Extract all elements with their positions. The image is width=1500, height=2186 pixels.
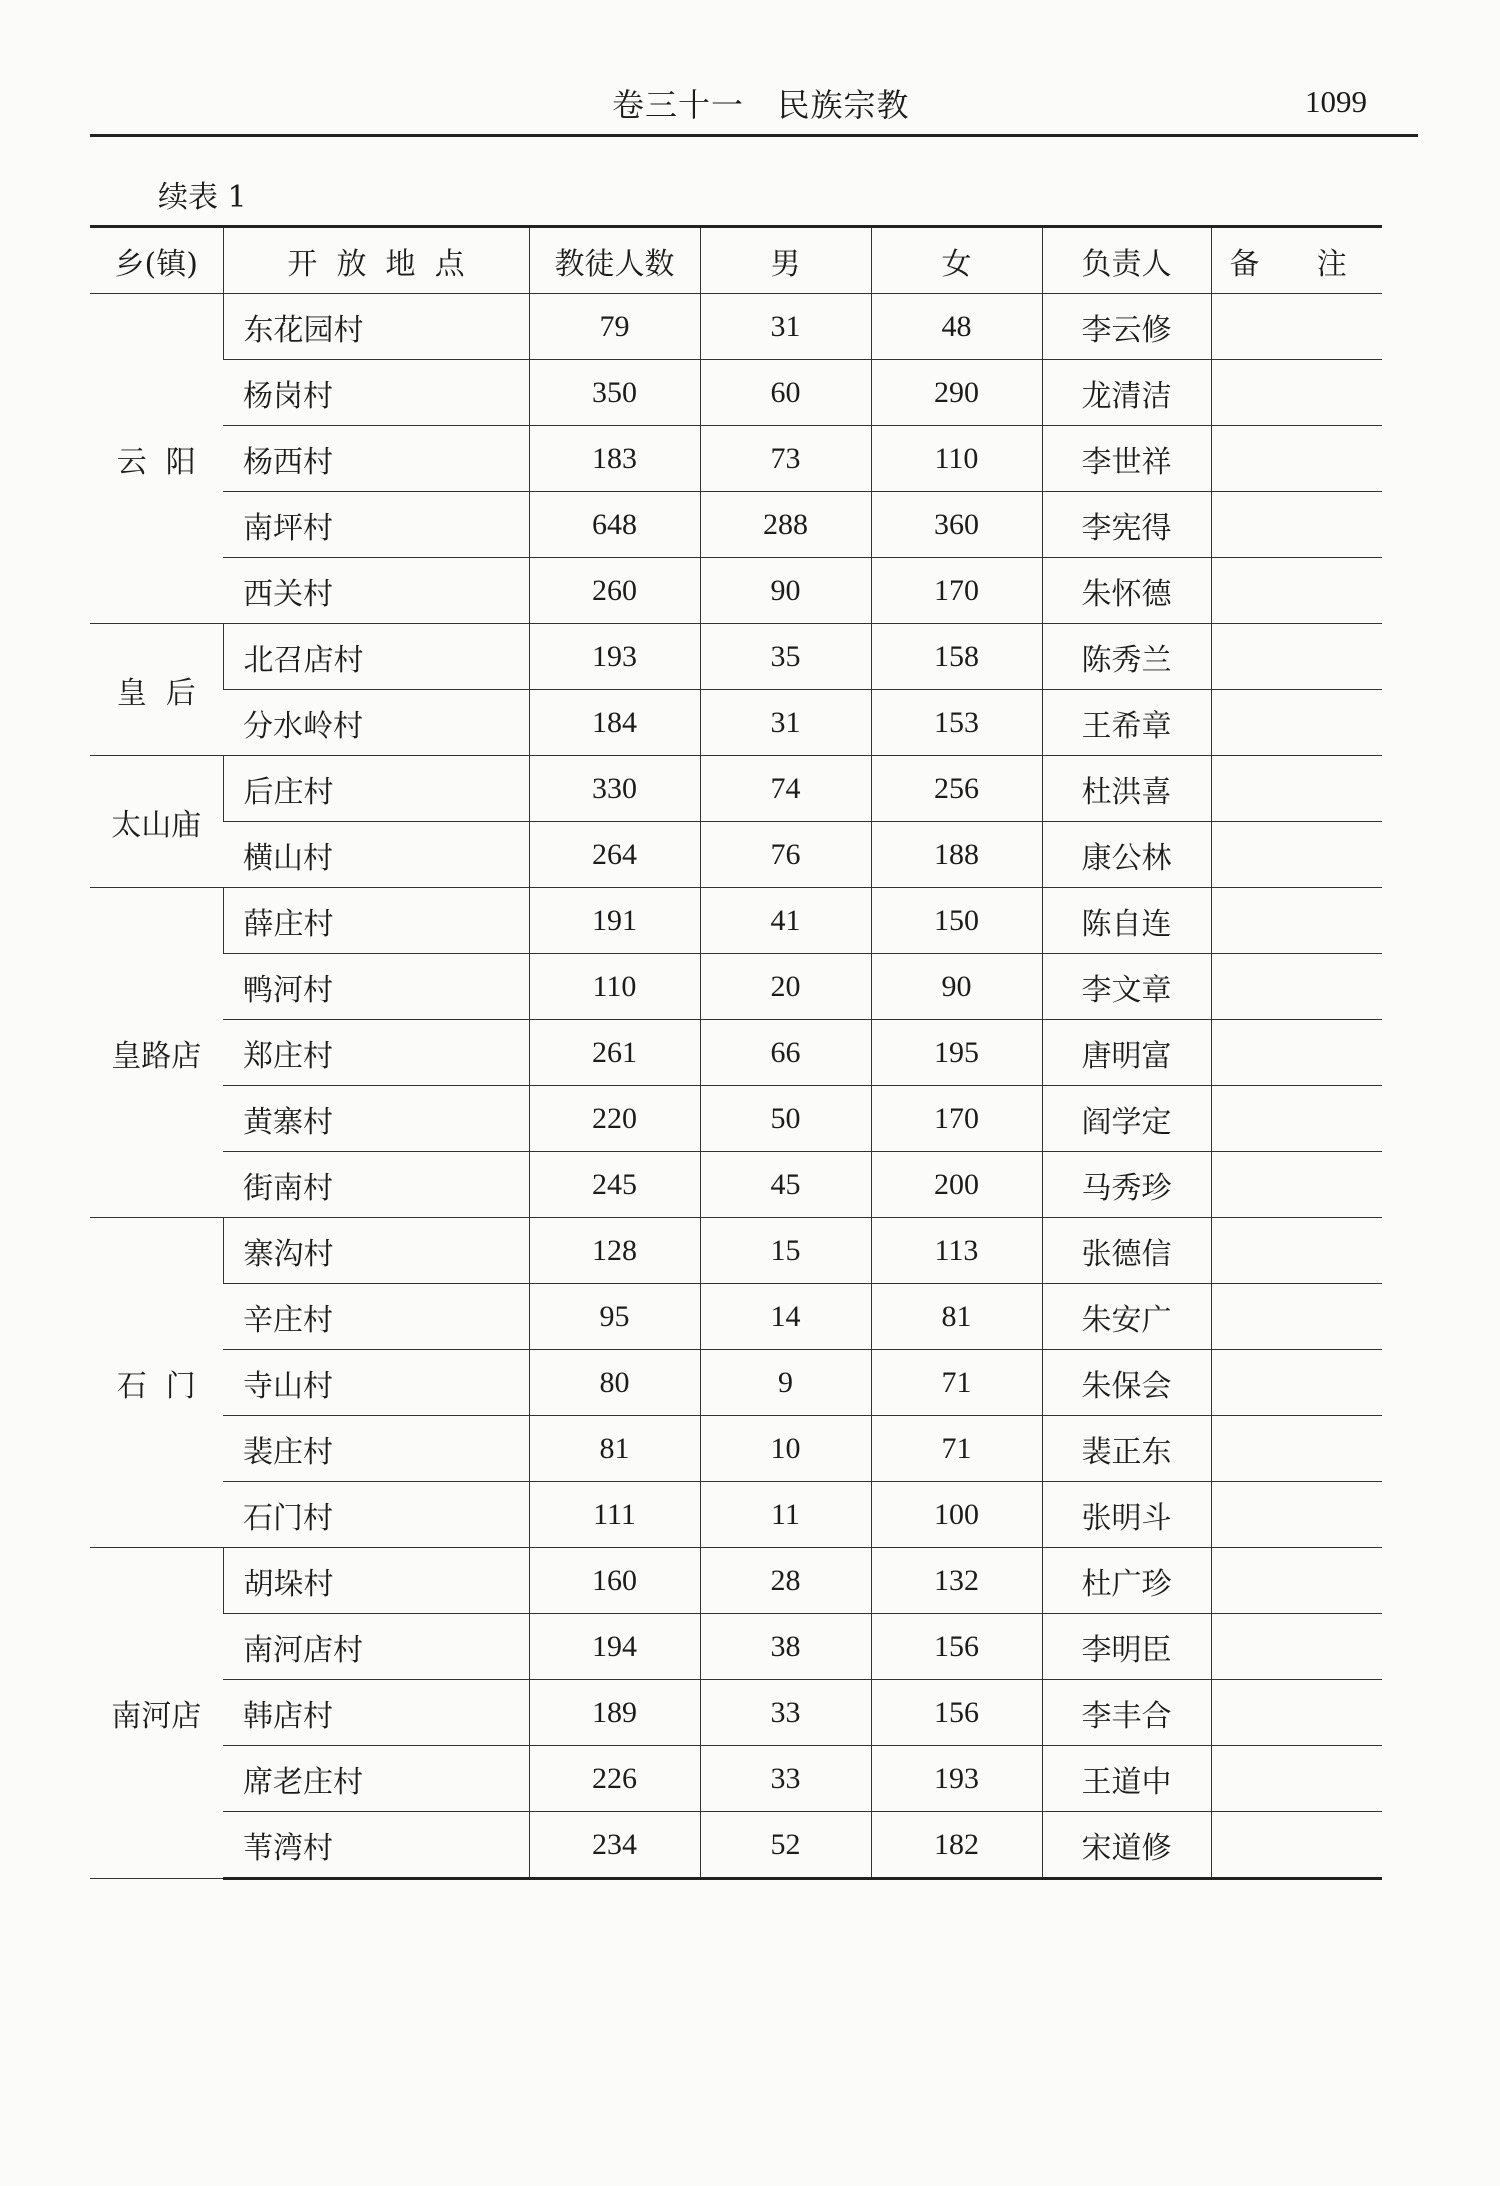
notes-cell bbox=[1211, 426, 1382, 492]
leader-cell: 陈秀兰 bbox=[1042, 624, 1211, 690]
table-row bbox=[90, 1482, 1382, 1548]
town-cell: 南河店 bbox=[90, 1548, 223, 1879]
female-cell: 71 bbox=[871, 1416, 1042, 1482]
male-cell: 66 bbox=[700, 1020, 871, 1086]
site-cell: 南河店村 bbox=[223, 1614, 529, 1680]
notes-cell bbox=[1211, 756, 1382, 822]
town-cell: 石 门 bbox=[90, 1218, 223, 1548]
table-row bbox=[90, 294, 1382, 360]
male-cell: 33 bbox=[700, 1746, 871, 1812]
female-cell: 290 bbox=[871, 360, 1042, 426]
notes-cell bbox=[1211, 1218, 1382, 1284]
site-cell: 街南村 bbox=[223, 1152, 529, 1218]
column-header-male: 男 bbox=[700, 227, 871, 294]
table-row bbox=[90, 1086, 1382, 1152]
site-cell: 苇湾村 bbox=[223, 1812, 529, 1879]
column-header-leader: 负责人 bbox=[1042, 227, 1211, 294]
column-header-town: 乡(镇) bbox=[90, 227, 223, 294]
site-cell: 寺山村 bbox=[223, 1350, 529, 1416]
believers-cell: 260 bbox=[529, 558, 700, 624]
site-cell: 寨沟村 bbox=[223, 1218, 529, 1284]
male-cell: 28 bbox=[700, 1548, 871, 1614]
table-caption: 续表 1 bbox=[158, 180, 247, 215]
notes-cell bbox=[1211, 1614, 1382, 1680]
leader-cell: 张明斗 bbox=[1042, 1482, 1211, 1548]
site-cell: 韩店村 bbox=[223, 1680, 529, 1746]
column-header-notes: 备 注 bbox=[1211, 227, 1382, 294]
male-cell: 76 bbox=[700, 822, 871, 888]
leader-cell: 李宪得 bbox=[1042, 492, 1211, 558]
believers-cell: 194 bbox=[529, 1614, 700, 1680]
table-row bbox=[90, 1812, 1382, 1879]
believers-cell: 81 bbox=[529, 1416, 700, 1482]
believers-cell: 220 bbox=[529, 1086, 700, 1152]
female-cell: 100 bbox=[871, 1482, 1042, 1548]
table-row bbox=[90, 1548, 1382, 1614]
table-row bbox=[90, 624, 1382, 690]
notes-cell bbox=[1211, 888, 1382, 954]
notes-cell bbox=[1211, 360, 1382, 426]
female-cell: 71 bbox=[871, 1350, 1042, 1416]
notes-cell bbox=[1211, 624, 1382, 690]
believers-cell: 80 bbox=[529, 1350, 700, 1416]
notes-cell bbox=[1211, 1680, 1382, 1746]
table-row bbox=[90, 1746, 1382, 1812]
believers-cell: 160 bbox=[529, 1548, 700, 1614]
leader-cell: 杜广珍 bbox=[1042, 1548, 1211, 1614]
notes-cell bbox=[1211, 1416, 1382, 1482]
site-cell: 石门村 bbox=[223, 1482, 529, 1548]
notes-cell bbox=[1211, 492, 1382, 558]
male-cell: 90 bbox=[700, 558, 871, 624]
notes-cell bbox=[1211, 822, 1382, 888]
notes-cell bbox=[1211, 690, 1382, 756]
table-row bbox=[90, 1680, 1382, 1746]
site-cell: 分水岭村 bbox=[223, 690, 529, 756]
table-row bbox=[90, 954, 1382, 1020]
leader-cell: 陈自连 bbox=[1042, 888, 1211, 954]
believers-cell: 128 bbox=[529, 1218, 700, 1284]
notes-cell bbox=[1211, 294, 1382, 360]
male-cell: 9 bbox=[700, 1350, 871, 1416]
notes-cell bbox=[1211, 1086, 1382, 1152]
male-cell: 10 bbox=[700, 1416, 871, 1482]
notes-cell bbox=[1211, 954, 1382, 1020]
leader-cell: 马秀珍 bbox=[1042, 1152, 1211, 1218]
male-cell: 33 bbox=[700, 1680, 871, 1746]
notes-cell bbox=[1211, 1284, 1382, 1350]
site-cell: 杨岗村 bbox=[223, 360, 529, 426]
male-cell: 31 bbox=[700, 690, 871, 756]
table-row bbox=[90, 1020, 1382, 1086]
page-number: 1099 bbox=[1305, 84, 1367, 119]
female-cell: 110 bbox=[871, 426, 1042, 492]
notes-cell bbox=[1211, 1020, 1382, 1086]
notes-cell bbox=[1211, 1482, 1382, 1548]
leader-cell: 康公林 bbox=[1042, 822, 1211, 888]
female-cell: 170 bbox=[871, 558, 1042, 624]
leader-cell: 李明臣 bbox=[1042, 1614, 1211, 1680]
female-cell: 188 bbox=[871, 822, 1042, 888]
male-cell: 73 bbox=[700, 426, 871, 492]
table-row bbox=[90, 1152, 1382, 1218]
believers-cell: 193 bbox=[529, 624, 700, 690]
female-cell: 170 bbox=[871, 1086, 1042, 1152]
male-cell: 45 bbox=[700, 1152, 871, 1218]
notes-cell bbox=[1211, 1548, 1382, 1614]
male-cell: 50 bbox=[700, 1086, 871, 1152]
table-row bbox=[90, 426, 1382, 492]
female-cell: 156 bbox=[871, 1680, 1042, 1746]
male-cell: 74 bbox=[700, 756, 871, 822]
leader-cell: 龙清洁 bbox=[1042, 360, 1211, 426]
female-cell: 153 bbox=[871, 690, 1042, 756]
leader-cell: 裴正东 bbox=[1042, 1416, 1211, 1482]
table-row bbox=[90, 1284, 1382, 1350]
male-cell: 15 bbox=[700, 1218, 871, 1284]
male-cell: 38 bbox=[700, 1614, 871, 1680]
believers-cell: 110 bbox=[529, 954, 700, 1020]
female-cell: 150 bbox=[871, 888, 1042, 954]
leader-cell: 王道中 bbox=[1042, 1746, 1211, 1812]
column-header-site: 开 放 地 点 bbox=[223, 227, 529, 294]
notes-cell bbox=[1211, 1152, 1382, 1218]
table-row bbox=[90, 558, 1382, 624]
female-cell: 48 bbox=[871, 294, 1042, 360]
male-cell: 20 bbox=[700, 954, 871, 1020]
female-cell: 81 bbox=[871, 1284, 1042, 1350]
site-cell: 席老庄村 bbox=[223, 1746, 529, 1812]
site-cell: 南坪村 bbox=[223, 492, 529, 558]
table-row bbox=[90, 690, 1382, 756]
site-cell: 薛庄村 bbox=[223, 888, 529, 954]
column-header-believers: 教徒人数 bbox=[529, 227, 700, 294]
site-cell: 东花园村 bbox=[223, 294, 529, 360]
male-cell: 60 bbox=[700, 360, 871, 426]
leader-cell: 朱保会 bbox=[1042, 1350, 1211, 1416]
leader-cell: 朱怀德 bbox=[1042, 558, 1211, 624]
believers-cell: 245 bbox=[529, 1152, 700, 1218]
believers-cell: 191 bbox=[529, 888, 700, 954]
leader-cell: 宋道修 bbox=[1042, 1812, 1211, 1879]
leader-cell: 杜洪喜 bbox=[1042, 756, 1211, 822]
leader-cell: 李云修 bbox=[1042, 294, 1211, 360]
male-cell: 35 bbox=[700, 624, 871, 690]
believers-cell: 111 bbox=[529, 1482, 700, 1548]
table-row bbox=[90, 360, 1382, 426]
leader-cell: 李文章 bbox=[1042, 954, 1211, 1020]
male-cell: 288 bbox=[700, 492, 871, 558]
site-cell: 辛庄村 bbox=[223, 1284, 529, 1350]
female-cell: 113 bbox=[871, 1218, 1042, 1284]
site-cell: 鸭河村 bbox=[223, 954, 529, 1020]
leader-cell: 朱安广 bbox=[1042, 1284, 1211, 1350]
site-cell: 北召店村 bbox=[223, 624, 529, 690]
table-row bbox=[90, 1416, 1382, 1482]
believers-cell: 226 bbox=[529, 1746, 700, 1812]
table-row bbox=[90, 492, 1382, 558]
leader-cell: 李世祥 bbox=[1042, 426, 1211, 492]
female-cell: 200 bbox=[871, 1152, 1042, 1218]
site-cell: 黄寨村 bbox=[223, 1086, 529, 1152]
believers-cell: 264 bbox=[529, 822, 700, 888]
male-cell: 31 bbox=[700, 294, 871, 360]
town-cell: 皇 后 bbox=[90, 624, 223, 756]
notes-cell bbox=[1211, 1350, 1382, 1416]
leader-cell: 张德信 bbox=[1042, 1218, 1211, 1284]
notes-cell bbox=[1211, 558, 1382, 624]
column-header-female: 女 bbox=[871, 227, 1042, 294]
believers-cell: 261 bbox=[529, 1020, 700, 1086]
table-row bbox=[90, 822, 1382, 888]
believers-cell: 79 bbox=[529, 294, 700, 360]
female-cell: 193 bbox=[871, 1746, 1042, 1812]
male-cell: 14 bbox=[700, 1284, 871, 1350]
town-cell: 太山庙 bbox=[90, 756, 223, 888]
town-cell: 云 阳 bbox=[90, 294, 223, 624]
believers-cell: 350 bbox=[529, 360, 700, 426]
female-cell: 195 bbox=[871, 1020, 1042, 1086]
site-cell: 西关村 bbox=[223, 558, 529, 624]
male-cell: 11 bbox=[700, 1482, 871, 1548]
believers-cell: 184 bbox=[529, 690, 700, 756]
table-row bbox=[90, 1218, 1382, 1284]
believers-cell: 95 bbox=[529, 1284, 700, 1350]
table-body bbox=[90, 294, 1382, 1879]
town-cell: 皇路店 bbox=[90, 888, 223, 1218]
female-cell: 256 bbox=[871, 756, 1042, 822]
female-cell: 158 bbox=[871, 624, 1042, 690]
table-row bbox=[90, 1614, 1382, 1680]
site-cell: 郑庄村 bbox=[223, 1020, 529, 1086]
leader-cell: 王希章 bbox=[1042, 690, 1211, 756]
table-row bbox=[90, 1350, 1382, 1416]
site-cell: 裴庄村 bbox=[223, 1416, 529, 1482]
table-row bbox=[90, 756, 1382, 822]
believers-cell: 183 bbox=[529, 426, 700, 492]
notes-cell bbox=[1211, 1812, 1382, 1879]
leader-cell: 李丰合 bbox=[1042, 1680, 1211, 1746]
female-cell: 90 bbox=[871, 954, 1042, 1020]
running-header-title: 卷三十一 民族宗教 bbox=[612, 86, 910, 124]
male-cell: 52 bbox=[700, 1812, 871, 1879]
congregation-table bbox=[90, 225, 1382, 1880]
site-cell: 横山村 bbox=[223, 822, 529, 888]
notes-cell bbox=[1211, 1746, 1382, 1812]
site-cell: 杨西村 bbox=[223, 426, 529, 492]
female-cell: 360 bbox=[871, 492, 1042, 558]
believers-cell: 234 bbox=[529, 1812, 700, 1879]
header-rule bbox=[90, 134, 1418, 137]
female-cell: 132 bbox=[871, 1548, 1042, 1614]
site-cell: 胡垛村 bbox=[223, 1548, 529, 1614]
believers-cell: 330 bbox=[529, 756, 700, 822]
male-cell: 41 bbox=[700, 888, 871, 954]
table-row bbox=[90, 888, 1382, 954]
female-cell: 182 bbox=[871, 1812, 1042, 1879]
female-cell: 156 bbox=[871, 1614, 1042, 1680]
believers-cell: 648 bbox=[529, 492, 700, 558]
believers-cell: 189 bbox=[529, 1680, 700, 1746]
leader-cell: 阎学定 bbox=[1042, 1086, 1211, 1152]
leader-cell: 唐明富 bbox=[1042, 1020, 1211, 1086]
table-header-row bbox=[90, 227, 1382, 294]
site-cell: 后庄村 bbox=[223, 756, 529, 822]
